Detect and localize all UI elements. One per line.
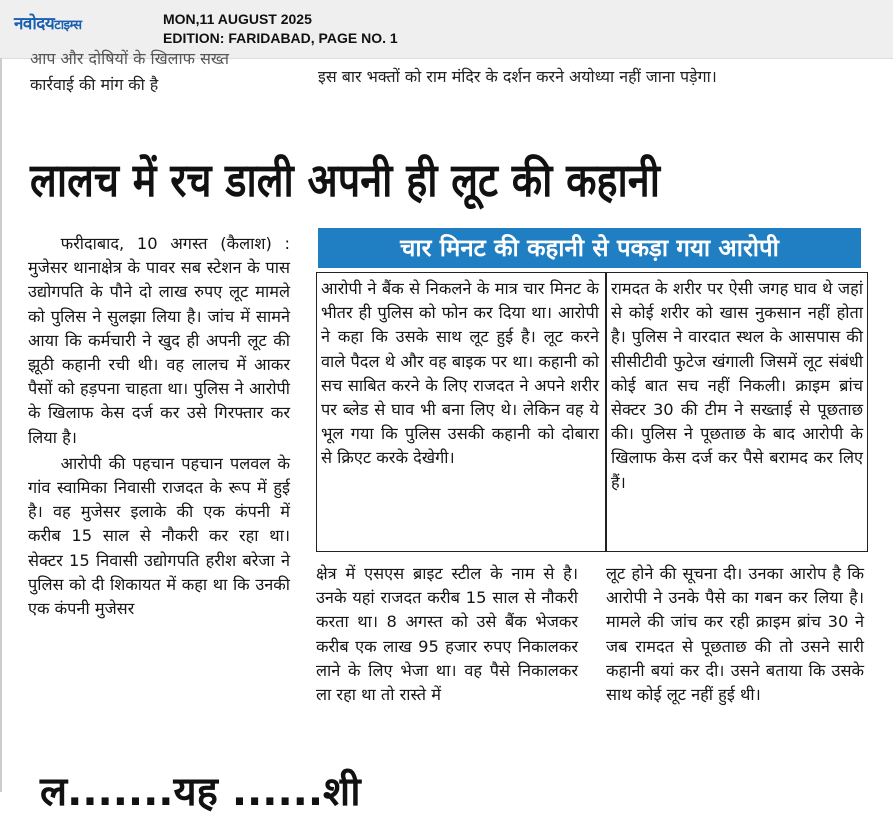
highlight-box — [316, 272, 868, 552]
logo-main-text: नवोदय — [14, 14, 55, 34]
prev-article-snippet-line2: कार्रवाई की मांग की है — [30, 75, 159, 94]
box-left-text: आरोपी ने बैंक से निकलने के मात्र चार मिनट के भीतर ही पुलिस को फोन कर दिया था। आरोपी ने कहा कि उसके साथ लूट हुई है। लूट करने वाले पैदल थे और वह बाइक पर था। कहानी को सच साबित करने के लिए राजदत ने अपने शरीर पर ब्लेड से घाव भी बना लिए थे। लेकिन वह ये भूल गया कि पुलिस उसकी कहानी को दोबारा से क्रिएट करके देखेगी। — [321, 279, 599, 468]
left-paragraph-1: फरीदाबाद, 10 अगस्त (कैलाश) : मुजेसर थानाक्षेत्र के पावर सब स्टेशन के पास उद्योगपति के पौने दो लाख रुपए लूट मामले को पुलिस ने सुलझा लिया है। जांच में सामने आया कि कर्मचारी ने खुद ही अपनी लूट की झूठी कहानी रची थी। वह लालच में आकर पैसों को हड़पना चाहता था। पुलिस ने आरोपी के खिलाफ केस दर्ज कर उसे गिरफ्तार कर लिया है। — [28, 234, 290, 447]
edition-meta — [163, 10, 398, 48]
box-divider — [605, 273, 607, 551]
prev-article-snippet-right: इस बार भक्तों को राम मंदिर के दर्शन करने अयोध्या नहीं जाना पड़ेगा। — [318, 67, 717, 86]
newspaper-logo[interactable] — [14, 11, 82, 34]
box-right-text: रामदत के शरीर पर ऐसी जगह घाव थे जहां से कोई शरीर को खास नुकसान नहीं होता है। पुलिस ने वारदात स्थल के आसपास की सीसीटीवी फुटेज खंगाली जिसमें लूट संबंधी कोई बात सच नहीं निकली। क्राइम ब्रांच सेक्टर 30 की टीम ने सख्ताई से पूछताछ की। पुलिस ने पूछताछ के बाद आरोपी के खिलाफ केस दर्ज कर पैसे बरामद कर लिए हैं। — [611, 279, 863, 492]
article-headline: लालच में रच डाली अपनी ही लूट की कहानी — [30, 153, 661, 207]
edition-date: MON,11 AUGUST 2025 — [163, 11, 312, 27]
article-left-column — [28, 232, 290, 748]
next-article-headline-snippet: ल.......यह ......शी — [40, 769, 361, 815]
page-edge — [0, 58, 2, 792]
edition-page: EDITION: FARIDABAD, PAGE NO. 1 — [163, 30, 398, 46]
box-title: चार मिनट की कहानी से पकड़ा गया आरोपी — [318, 228, 861, 268]
prev-article-snippet-line1: आप और दोषियों के खिलाफ सख्त — [30, 49, 229, 68]
article-middle-column: क्षेत्र में एसएस ब्राइट स्टील के नाम से है। उनके यहां राजदत करीब 15 साल से नौकरी करता था। 8 अगस्त को उसे बैंक भेजकर करीब एक लाख 95 हजार रुपए निकालकर लाने के लिए भेजा था। वह पैसे निकालकर ला रहा था तो रास्ते में — [316, 564, 578, 705]
logo-sub-text: टाइम्स — [54, 18, 82, 33]
article-right-column: लूट होने की सूचना दी। उनका आरोप है कि आरोपी ने उनके पैसे का गबन कर लिया है। मामले की जांच कर रही क्राइम ब्रांच 30 ने जब रामदत से पूछताछ की तो उसने सारी कहानी बयां कर दी। उसने बताया कि उसके साथ कोई लूट नहीं हुई थी। — [606, 564, 864, 705]
left-paragraph-2: आरोपी की पहचान पहचान पलवल के गांव स्वामिका निवासी राजदत के रूप में हुई है। वह मुजेसर इलाके की एक कंपनी में करीब 15 साल से नौकरी कर रहा था। सेक्टर 15 निवासी उद्योगपति हरीश बरेजा ने पुलिस को दी शिकायत में कहा था कि उनकी एक कंपनी मुजेसर — [28, 453, 290, 619]
